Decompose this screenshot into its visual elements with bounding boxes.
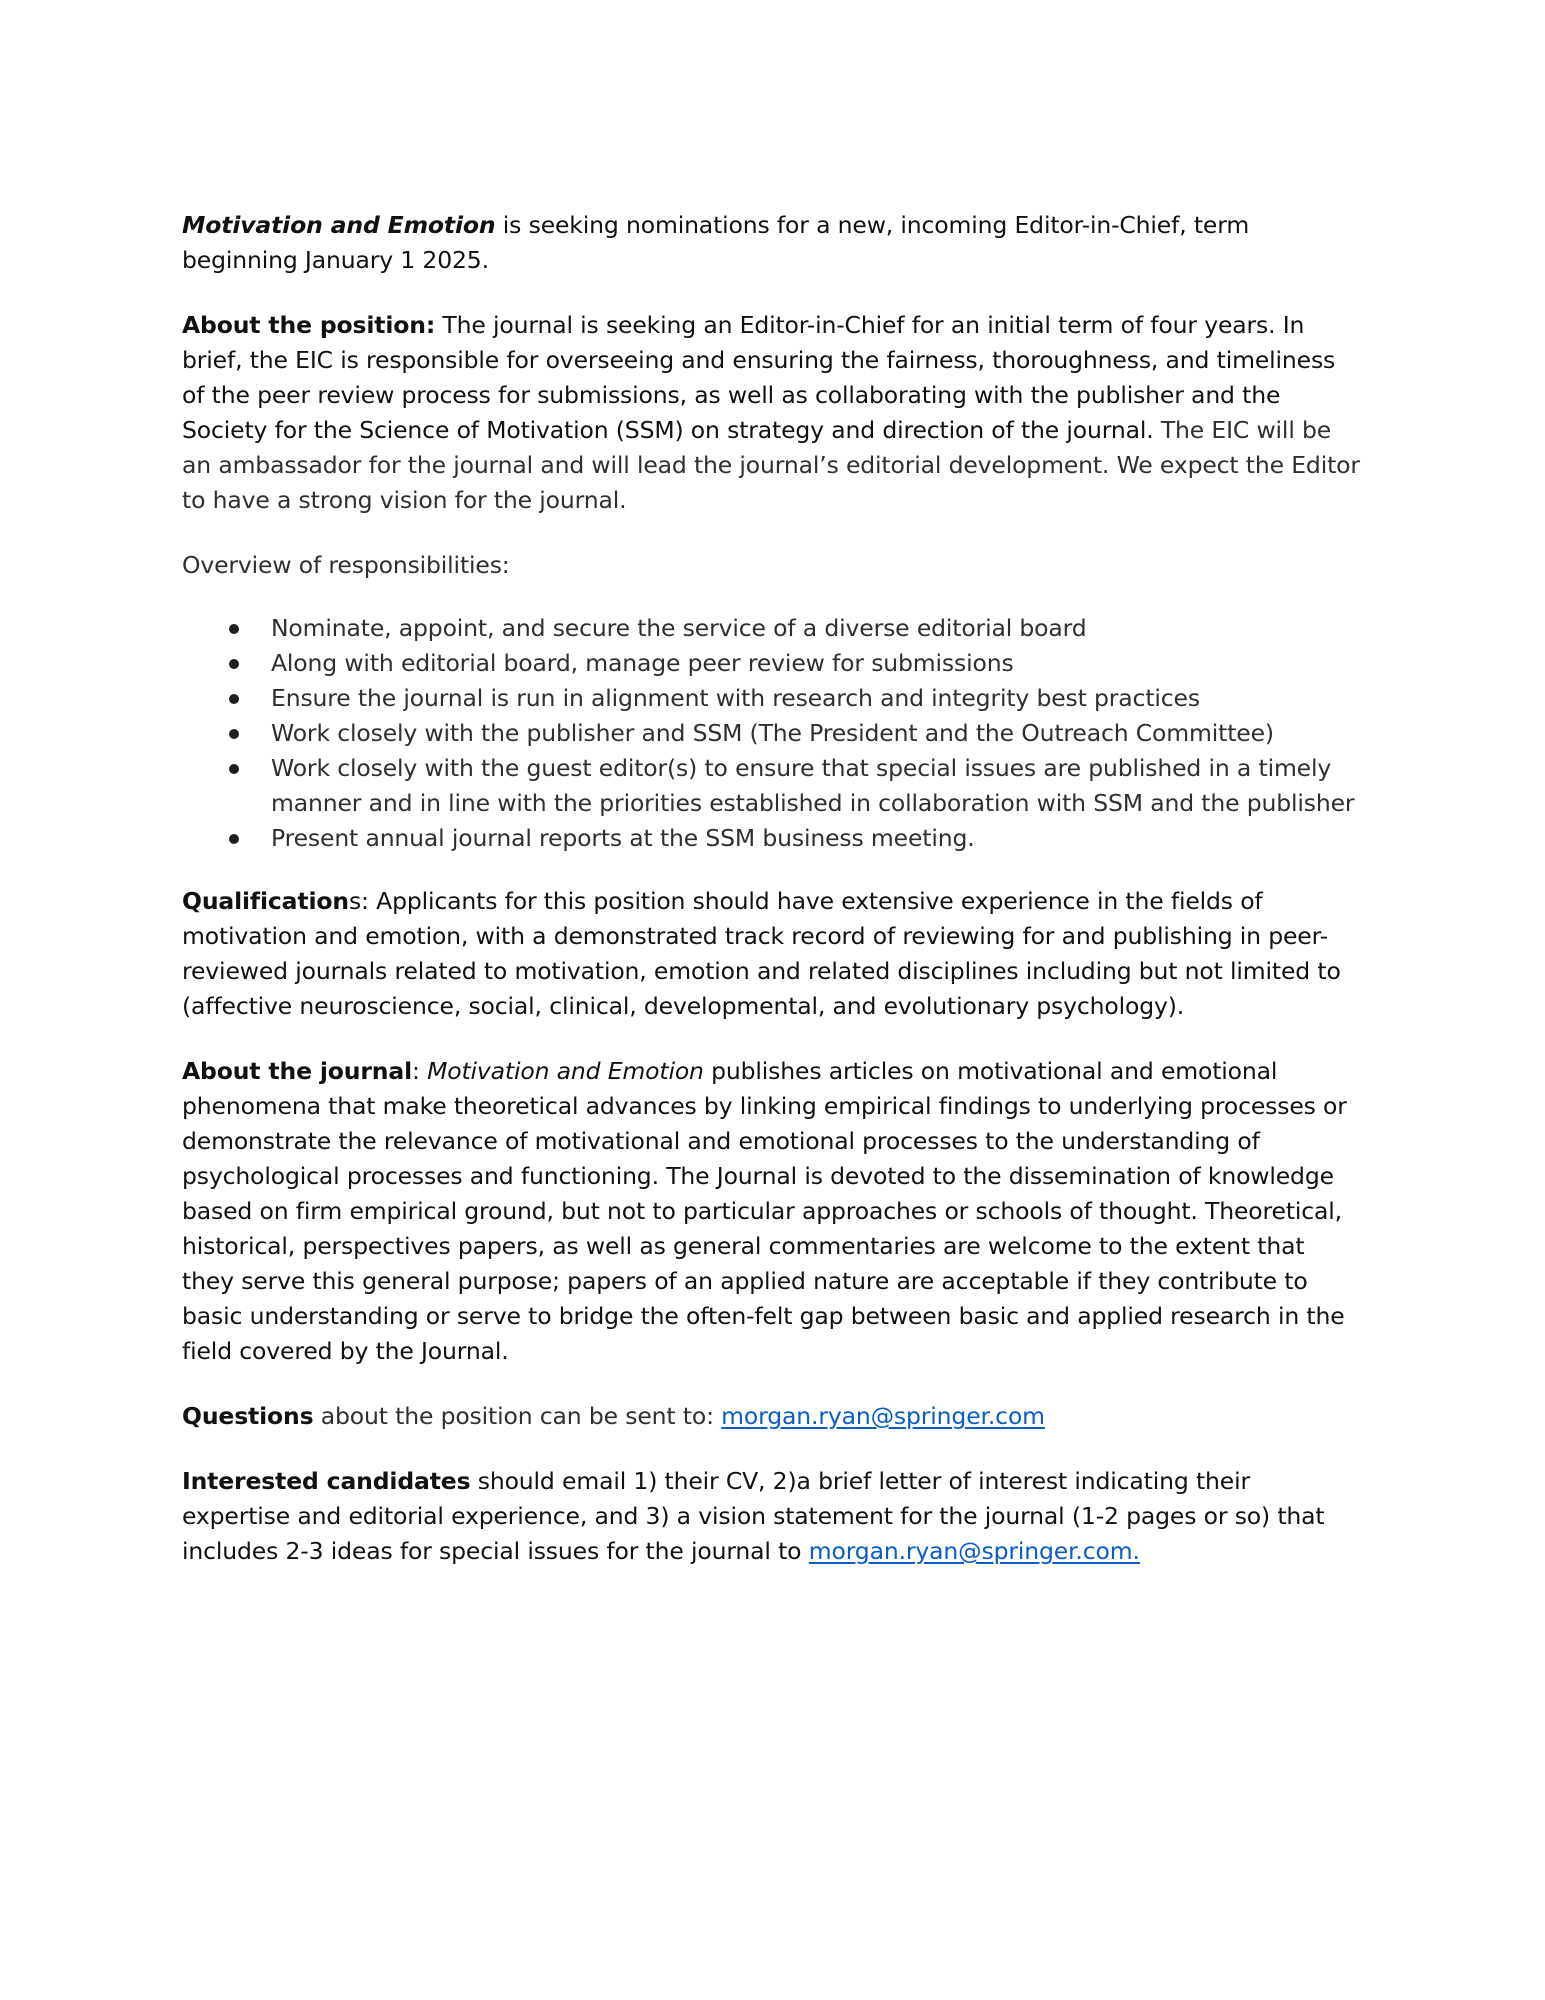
- bullet-icon: [229, 764, 239, 774]
- journal-title-italic: Motivation and Emotion: [427, 1057, 704, 1085]
- list-item: [182, 611, 1362, 646]
- bullet-icon: [229, 694, 239, 704]
- list-item: [182, 716, 1362, 751]
- about-position-heading: About the position:: [182, 311, 436, 339]
- list-item-text: Along with editorial board, manage peer review for submissions: [271, 649, 1014, 677]
- intro-text: is seeking nominations for a new, incoming Editor-in-Chief, term beginning January 1 2025.: [182, 211, 1250, 274]
- submission-email-link[interactable]: morgan.ryan@springer.com.: [808, 1537, 1140, 1565]
- document-page: [182, 208, 1362, 1599]
- qualifications-heading-suffix: s:: [348, 887, 369, 915]
- list-item: [182, 751, 1362, 821]
- bullet-icon: [229, 659, 239, 669]
- bullet-icon: [229, 729, 239, 739]
- responsibilities-list: [182, 611, 1362, 856]
- intro-paragraph: [182, 208, 1362, 278]
- list-item: [182, 821, 1362, 856]
- qualifications-text: Applicants for this position should have extensive experience in the fields of motivation and emotion, with a demonstrated track record of reviewing for and publishing in peer-reviewed journals related to motivation, emotion and related disciplines including but not limited to (affective neuroscience, social, clinical, developmental, and evolutionary psychology).: [182, 887, 1341, 1020]
- about-position-text-continued: The EIC will be an ambassador for the journal and will lead the journal’s editorial development. We expect the Editor to have a strong vision for the journal.: [182, 416, 1360, 514]
- about-position-paragraph: [182, 308, 1362, 518]
- about-journal-text: publishes articles on motivational and emotional phenomena that make theoretical advances by linking empirical findings to underlying processes or demonstrate the relevance of motivational and emotional processes to the understanding of psychological processes and functioning. The Journal is devoted to the dissemination of knowledge based on firm empirical ground, but not to particular approaches or schools of thought. Theoretical, historical, perspectives papers, as well as general commentaries are welcome to the extent that they serve this general purpose; papers of an applied nature are acceptable if they contribute to basic understanding or serve to bridge the often-felt gap between basic and applied research in the field covered by the Journal.: [182, 1057, 1347, 1365]
- questions-text: about the position can be sent to:: [313, 1402, 722, 1430]
- journal-title: Motivation and Emotion: [182, 211, 496, 239]
- questions-paragraph: [182, 1399, 1362, 1434]
- list-item: [182, 646, 1362, 681]
- responsibilities-heading: Overview of responsibilities:: [182, 551, 510, 579]
- about-journal-heading: About the journal: [182, 1057, 412, 1085]
- qualifications-heading: Qualification: [182, 887, 349, 915]
- candidates-text: should email 1) their CV, 2)a brief letter of interest indicating their expertise and editorial experience, and 3) a vision statement for the journal (1-2 pages or so) that includes 2-3 ideas for special issues for the journal to: [182, 1467, 1325, 1565]
- list-item-text: Work closely with the publisher and SSM (The President and the Outreach Committee): [271, 719, 1274, 747]
- bullet-icon: [229, 834, 239, 844]
- candidates-heading: Interested candidates: [182, 1467, 471, 1495]
- about-position-text: The journal is seeking an Editor-in-Chief for an initial term of four years. In brief, the EIC is responsible for overseeing and ensuring the fairness, thoroughness, and timeliness of the peer review process for submissions, as well as collaborating with the publisher and the Society for the Science of Motivation (SSM) on strategy and direction of the journal.: [182, 311, 1336, 444]
- about-journal-paragraph: [182, 1054, 1362, 1369]
- list-item-text: Work closely with the guest editor(s) to ensure that special issues are published in a timely manner and in line with the priorities established in collaboration with SSM and the publisher: [271, 754, 1355, 817]
- contact-email-link[interactable]: morgan.ryan@springer.com: [721, 1402, 1045, 1430]
- about-journal-colon: :: [412, 1057, 428, 1085]
- list-item-text: Nominate, appoint, and secure the service of a diverse editorial board: [271, 614, 1087, 642]
- qualifications-paragraph: [182, 884, 1362, 1024]
- list-item: [182, 681, 1362, 716]
- bullet-icon: [229, 624, 239, 634]
- questions-heading: Questions: [182, 1402, 314, 1430]
- candidates-paragraph: [182, 1464, 1362, 1569]
- list-item-text: Ensure the journal is run in alignment with research and integrity best practices: [271, 684, 1200, 712]
- list-item-text: Present annual journal reports at the SSM business meeting.: [271, 824, 975, 852]
